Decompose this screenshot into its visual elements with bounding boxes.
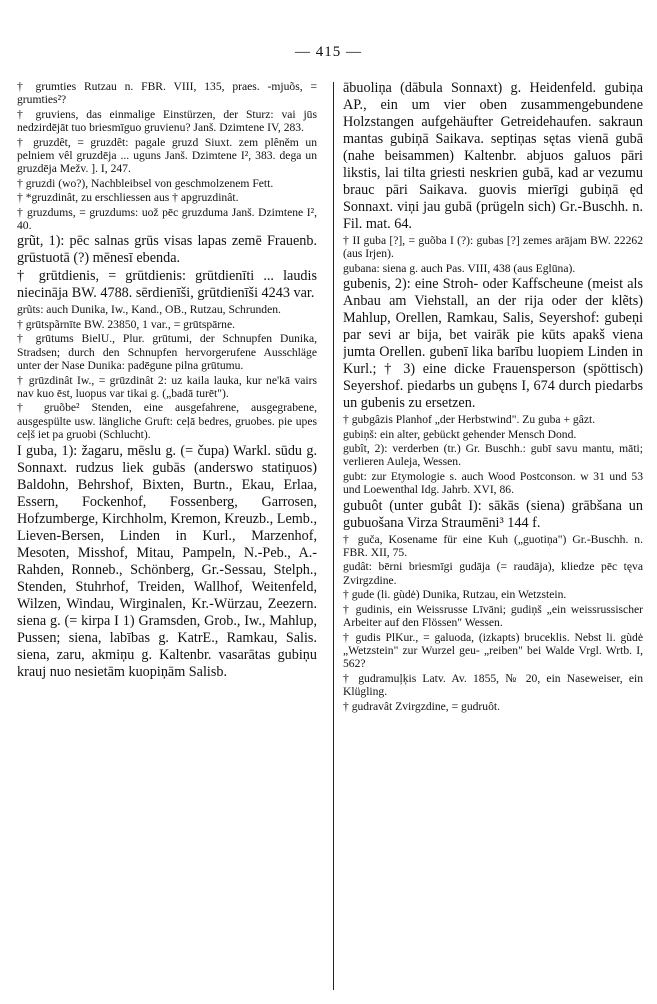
dictionary-entry: gubt: zur Etymologie s. auch Wood Postconson. w 31 und 53 und Loewenthal Idg. Jahrb. XVI, 86. — [343, 469, 643, 497]
dictionary-entry: grũt, 1): pēc salnas grūs visas lapas zemē Frauenb. grūstuotā (?) mēnesī ebenda. — [17, 233, 317, 267]
dictionary-entry: † *gruzdinât, zu erschliessen aus † apgruzdinât. — [17, 191, 239, 205]
dictionary-entry: gubenis, 2): eine Stroh- oder Kaffscheune (meist als Anbau am Viehstall, an der rija oder der klẽts) Mahlup, Orellen, Ramkau, Salis, Seyershof: gubeņi par sevi ar bija, bet vairāk pie kūts apakš viena jumta Orellen. gubenī lika barību luopiem Linden in Kurl.; † 3) eine dicke Frauensperson (spöttisch) Seyershof. piedarbs un gubęns I, 674 durch piedarbs un gubenis zu ersetzen. — [343, 276, 643, 412]
column-divider — [333, 82, 334, 990]
dictionary-entry: † gubgâzis Planhof „der Herbstwind". Zu guba + gâzt. — [343, 413, 596, 427]
dictionary-entry: † grūzdinât Iw., = grūzdinât 2: uz kaila lauka, kur ne'kā vairs nav kuo ēst, luopus var tikai g. („badā turēt"). — [17, 373, 317, 400]
dictionary-entry: gubuôt (unter gubât I): sākās (siena) grābšana un gubuošana Virza Straumēni³ 144 f. — [343, 497, 643, 531]
dictionary-entry: † gruzdi (wo?), Nachbleibsel von geschmolzenem Fett. — [17, 176, 274, 190]
dictionary-entry: † gudramuļķis Latv. Av. 1855, № 20, ein Naseweiser, ein Klügling. — [343, 671, 643, 699]
dictionary-entry: grũts: auch Dunika, Iw., Kand., OB., Rutzau, Schrunden. — [17, 303, 281, 317]
dictionary-entry: † gruõbe² Stenden, eine ausgefahrene, ausgegrabene, ausgespülte usw. längliche Gruft: ceļā bedres, gruobes. pie upes ceļš iet pa gruobi (Schlucht). — [17, 401, 317, 442]
dictionary-entry: † grūtums BielU., Plur. grūtumi, der Schnupfen Dunika, Stradsen; durch den Schnupfen hervorgerufene Ausschläge unter der Nase Dunika: padēgune pilna grūtumu. — [17, 332, 317, 373]
dictionary-entry: † grumties Rutzau n. FBR. VIII, 135, praes. -mjuõs, = grumties²? — [17, 80, 317, 107]
dictionary-entry: † grūtdienis, = grūtdienis: grūtdienīti ... laudis niecināja BW. 4788. sērdienīši, grūtdienīši 4243 var. — [17, 268, 317, 302]
page-number: — 415 — — [295, 44, 362, 60]
dictionary-entry: † gruviens, das einmalige Einstürzen, der Sturz: vai jūs nedzirdējāt tuo briesmīguo gruvienu? Janš. Dzimtene IV, 283. — [17, 107, 317, 135]
dictionary-entry: † grūtspãrnīte BW. 23850, 1 var., = grūtspārne. — [17, 317, 235, 331]
dictionary-entry: † gude (li. gùdė) Dunika, Rutzau, ein Wetzstein. — [343, 588, 567, 602]
dictionary-entry: † guča, Kosename für eine Kuh („guotiņa") Gr.-Buschh. n. FBR. XII, 75. — [343, 532, 643, 560]
dictionary-entry: † gudis PlKur., = galuoda, (izkapts) bruceklis. Nebst li. gùdė „Wetzstein" zur Wurzel geu- „reiben" bei Walde Vrgl. Wrtb. I, 562? — [343, 630, 643, 671]
left-column — [17, 80, 317, 992]
dictionary-entry: gubana: siena g. auch Pas. VIII, 438 (aus Eglūna). — [343, 261, 576, 275]
dictionary-entry: gudât: bērni briesmīgi gudāja (= raudāja), kliedze pēc tęva Zvirgzdine. — [343, 560, 643, 587]
right-column — [343, 80, 643, 992]
dictionary-entry: † gudravât Zvirgzdine, = gudruôt. — [343, 699, 501, 713]
dictionary-entry: † gruzdums, = gruzdums: uož pēc gruzduma Janš. Dzimtene I², 40. — [17, 205, 317, 233]
dictionary-entry: † II guba [?], = guõba I (?): gubas [?] zemes arājam BW. 22262 (aus Irjen). — [343, 234, 643, 261]
dictionary-entry: gubît, 2): verderben (tr.) Gr. Buschh.: gubī savu mantu, māti; verlieren Auleja, Wessen. — [343, 442, 643, 469]
dictionary-entry: † gudinis, ein Weissrusse Līvāni; gudiņš „ein weissrussischer Arbeiter auf den Flössen" Wessen. — [343, 602, 643, 630]
dictionary-entry: gubiņš: ein alter, gebückt gehender Mensch Dond. — [343, 427, 577, 441]
dictionary-entry: † gruzdêt, = gruzdêt: pagale gruzd Siuxt. zem plêněm un pelniem vêl gruzdēja ... uguns Janš. Dzimtene I², 383. dega un gruzdēja Mežv. ]. I, 247. — [17, 135, 317, 176]
dictionary-entry: ābuoliņa (dābula Sonnaxt) g. Heidenfeld. gubiņa AP., ein um vier oben zusammengebundene Holzstangen aufgehäufter Getreidehaufen. sakraun mantas gubiņā Saikava. septiņas sętas vienā gubā (nahe beisammen) Kaltenbr. abjuos galuos pāri likstis, lai tilta griesti neskrien gubā, kad ar vezumu brauc pāri Saikava. guovis mierīgi gubiņā ęd Sonnaxt. viņi jau gubā (prügeln sich) Gr.-Buschh. n. Fil. mat. 64. — [343, 80, 643, 232]
dictionary-entry: I guba, 1): žagaru, mēslu g. (= čupa) Warkl. sūdu g. Sonnaxt. rudzus liek gubās (anderswo statiņuos) Baldohn, Behrshof, Bixten, Burtn., Ekau, Erlaa, Essern, Fockenhof, Fossenberg, Garrosen, Hofzumberge, Kirchholm, Kremon, Kreuzb., Lemb., Lieven-Bersen, Linden in Kurl., Marzenhof, Mesoten, Misshof, Mitau, Pampeln, N.-Peb., A.-Rahden, Ronneb., Schönberg, Gr.-Sessau, Stelph., Stenden, Stuhrhof, Treiden, Wallhof, Weitenfeld, Wilzen, Windau, Wirginalen, Kr.-Würzau, Zeezern. siena g. (= kirpa I 1) Gramsden, Grob., Iw., Mahlup, Pussen; siena, labības g. KatrE., Ramkau, Salis. siena, zaru, akmiņu g. Kaltenbr. vasarātas gubiņu krauj nuo nesietām kuopiņām Salisb. — [17, 442, 317, 680]
